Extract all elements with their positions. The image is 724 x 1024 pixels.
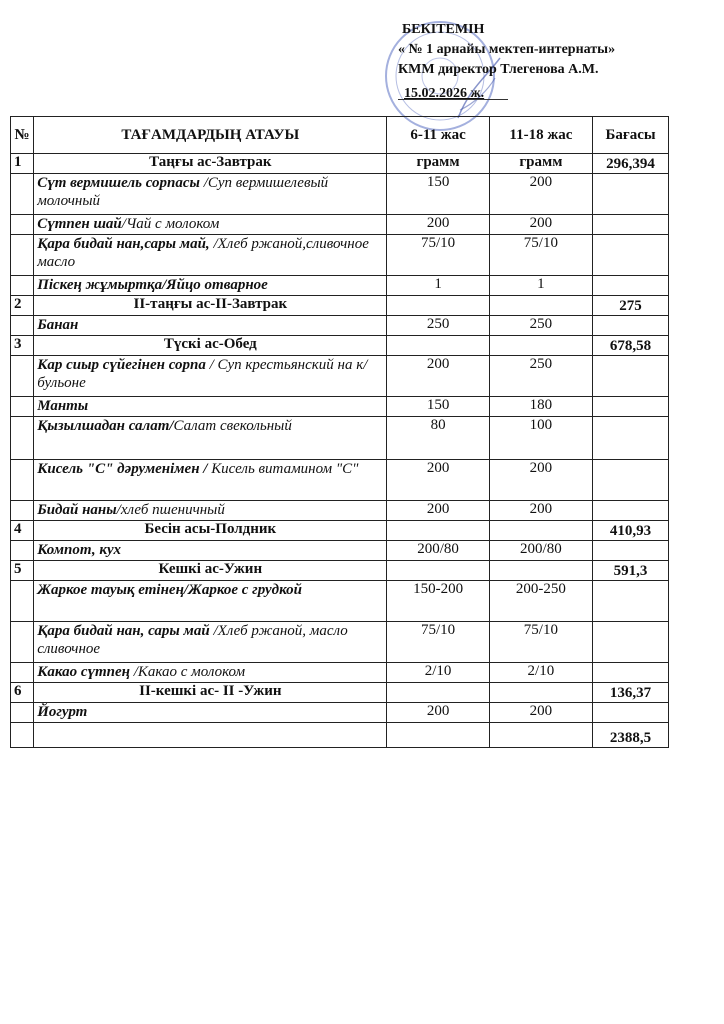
meal-number: 5 xyxy=(11,561,34,581)
meal-price: 136,37 xyxy=(593,683,669,703)
dish-name-ru: /Суп вермишелевый молочный xyxy=(37,175,329,209)
dish-portion-11-18: 2/10 xyxy=(489,663,592,683)
dish-name-kz: Кар сиыр сүйегінен сорпа xyxy=(37,357,206,373)
meal-price: 591,3 xyxy=(593,561,669,581)
dish-name-kz: Қара бидай нан, сары май xyxy=(37,623,210,639)
dish-row xyxy=(11,215,669,235)
total-price: 2388,5 xyxy=(593,723,669,748)
dish-name-kz: Сүт вермишель сорпасы xyxy=(37,175,200,191)
meal-row xyxy=(11,521,669,541)
meal-unit-6-11 xyxy=(387,683,489,703)
dish-portion-11-18: 200 xyxy=(489,174,592,215)
dish-portion-11-18: 200 xyxy=(489,501,592,521)
header-age-11-18: 11-18 жас xyxy=(489,117,592,154)
dish-row xyxy=(11,663,669,683)
dish-row xyxy=(11,174,669,215)
dish-portion-11-18: 180 xyxy=(489,397,592,417)
dish-portion-6-11: 200 xyxy=(387,703,489,723)
dish-portion-6-11: 200 xyxy=(387,356,489,397)
dish-name-kz: Жаркое тауық етінең/Жаркое с грудкой xyxy=(37,582,302,598)
signature-line xyxy=(398,99,508,100)
dish-name-kz: Піскең жұмыртқа/Яйцо отварное xyxy=(37,277,268,293)
meal-title: ІІ-кешкі ас- ІІ -Ужин xyxy=(34,683,387,703)
meal-unit-11-18 xyxy=(489,336,592,356)
dish-portion-6-11: 250 xyxy=(387,316,489,336)
dish-name xyxy=(34,417,387,460)
meal-number: 3 xyxy=(11,336,34,356)
meal-unit-11-18 xyxy=(489,683,592,703)
dish-name xyxy=(34,397,387,417)
approval-director: КММ директор Тлегенова А.М. xyxy=(398,62,599,77)
meal-number: 2 xyxy=(11,296,34,316)
dish-row xyxy=(11,235,669,276)
dish-row xyxy=(11,397,669,417)
dish-name-kz: Қызылшадан салат/ xyxy=(37,418,174,434)
dish-name xyxy=(34,622,387,663)
dish-name-ru: /хлеб пшеничный xyxy=(116,502,225,518)
meal-unit-11-18: грамм xyxy=(489,154,592,174)
meal-title: Кешкі ас-Ужин xyxy=(34,561,387,581)
dish-portion-11-18: 75/10 xyxy=(489,622,592,663)
dish-name-ru: Кисель витамином "С" xyxy=(207,461,359,477)
dish-portion-11-18: 1 xyxy=(489,276,592,296)
meal-number: 1 xyxy=(11,154,34,174)
menu-body xyxy=(11,154,669,723)
dish-name xyxy=(34,235,387,276)
header-age-6-11: 6-11 жас xyxy=(387,117,489,154)
meal-price: 275 xyxy=(593,296,669,316)
meal-row xyxy=(11,296,669,316)
dish-portion-11-18: 200/80 xyxy=(489,541,592,561)
dish-portion-11-18: 200 xyxy=(489,215,592,235)
dish-name-ru: /Хлеб ржаной, масло сливочное xyxy=(37,623,348,657)
approval-title: БЕКІТЕМІН xyxy=(402,22,485,37)
dish-portion-11-18: 200 xyxy=(489,703,592,723)
dish-name-ru: /Какао с молоком xyxy=(130,664,246,680)
dish-name xyxy=(34,703,387,723)
dish-portion-6-11: 200 xyxy=(387,215,489,235)
total-row xyxy=(11,723,669,748)
dish-name-kz: Қара бидай нан,сары май, xyxy=(37,236,210,252)
dish-name-ru: Салат свекольный xyxy=(173,418,292,434)
meal-unit-11-18 xyxy=(489,561,592,581)
dish-portion-6-11: 200 xyxy=(387,501,489,521)
dish-name-ru: /Хлеб ржаной,сливочное масло xyxy=(37,236,369,270)
dish-portion-11-18: 100 xyxy=(489,417,592,460)
dish-name-ru: / Суп крестьянский на к/бульоне xyxy=(37,357,368,391)
meal-row xyxy=(11,561,669,581)
dish-name-kz: Йогурт xyxy=(37,704,88,720)
dish-portion-6-11: 150 xyxy=(387,397,489,417)
meal-unit-6-11: грамм xyxy=(387,154,489,174)
approval-date: 15.02.2026 ж. xyxy=(404,86,485,101)
meal-row xyxy=(11,154,669,174)
dish-portion-6-11: 75/10 xyxy=(387,235,489,276)
dish-portion-6-11: 80 xyxy=(387,417,489,460)
dish-name xyxy=(34,663,387,683)
dish-row xyxy=(11,417,669,460)
dish-portion-6-11: 150 xyxy=(387,174,489,215)
meal-unit-6-11 xyxy=(387,561,489,581)
dish-row xyxy=(11,276,669,296)
dish-portion-6-11: 200 xyxy=(387,460,489,501)
dish-name xyxy=(34,215,387,235)
meal-unit-6-11 xyxy=(387,336,489,356)
dish-row xyxy=(11,316,669,336)
dish-portion-11-18: 200 xyxy=(489,460,592,501)
meal-price: 296,394 xyxy=(593,154,669,174)
meal-unit-6-11 xyxy=(387,296,489,316)
dish-portion-6-11: 75/10 xyxy=(387,622,489,663)
dish-row xyxy=(11,460,669,501)
dish-portion-11-18: 200-250 xyxy=(489,581,592,622)
meal-number: 6 xyxy=(11,683,34,703)
dish-portion-6-11: 200/80 xyxy=(387,541,489,561)
meal-title: Таңғы ас-Завтрак xyxy=(34,154,387,174)
dish-row xyxy=(11,581,669,622)
dish-name xyxy=(34,541,387,561)
dish-name-kz: Кисель "С" дәруменімен / xyxy=(37,461,208,477)
menu-table xyxy=(10,116,669,748)
header-name: ТАҒАМДАРДЫҢ АТАУЫ xyxy=(34,117,387,154)
dish-portion-6-11: 2/10 xyxy=(387,663,489,683)
dish-name xyxy=(34,174,387,215)
dish-row xyxy=(11,356,669,397)
dish-portion-11-18: 75/10 xyxy=(489,235,592,276)
dish-name-kz: Бидай наны xyxy=(37,502,117,518)
meal-unit-11-18 xyxy=(489,296,592,316)
dish-name-ru: /Чай с молоком xyxy=(121,216,220,232)
meal-row xyxy=(11,336,669,356)
dish-name-kz: Сүтпен шай xyxy=(37,216,122,232)
dish-row xyxy=(11,622,669,663)
dish-name-kz: Какао сүтпең xyxy=(37,664,130,680)
meal-unit-11-18 xyxy=(489,521,592,541)
meal-title: Түскі ас-Обед xyxy=(34,336,387,356)
approval-block xyxy=(398,20,698,104)
dish-name-kz: Компот, кух xyxy=(37,542,121,558)
header-row xyxy=(11,117,669,154)
dish-row xyxy=(11,541,669,561)
dish-row xyxy=(11,501,669,521)
meal-title: ІІ-таңғы ас-ІІ-Завтрак xyxy=(34,296,387,316)
meal-row xyxy=(11,683,669,703)
dish-name-kz: Манты xyxy=(37,398,89,414)
header-price: Бағасы xyxy=(593,117,669,154)
meal-number: 4 xyxy=(11,521,34,541)
dish-name xyxy=(34,501,387,521)
header-num: № xyxy=(11,117,34,154)
dish-portion-6-11: 1 xyxy=(387,276,489,296)
dish-portion-11-18: 250 xyxy=(489,316,592,336)
dish-portion-11-18: 250 xyxy=(489,356,592,397)
dish-row xyxy=(11,703,669,723)
dish-name-kz: Банан xyxy=(37,317,79,333)
dish-name xyxy=(34,581,387,622)
dish-name xyxy=(34,316,387,336)
dish-portion-6-11: 150-200 xyxy=(387,581,489,622)
dish-name xyxy=(34,460,387,501)
meal-price: 678,58 xyxy=(593,336,669,356)
dish-name xyxy=(34,356,387,397)
meal-unit-6-11 xyxy=(387,521,489,541)
meal-price: 410,93 xyxy=(593,521,669,541)
meal-title: Бесін асы-Полдник xyxy=(34,521,387,541)
dish-name xyxy=(34,276,387,296)
approval-org: « № 1 арнайы мектеп-интернаты» xyxy=(398,42,616,57)
